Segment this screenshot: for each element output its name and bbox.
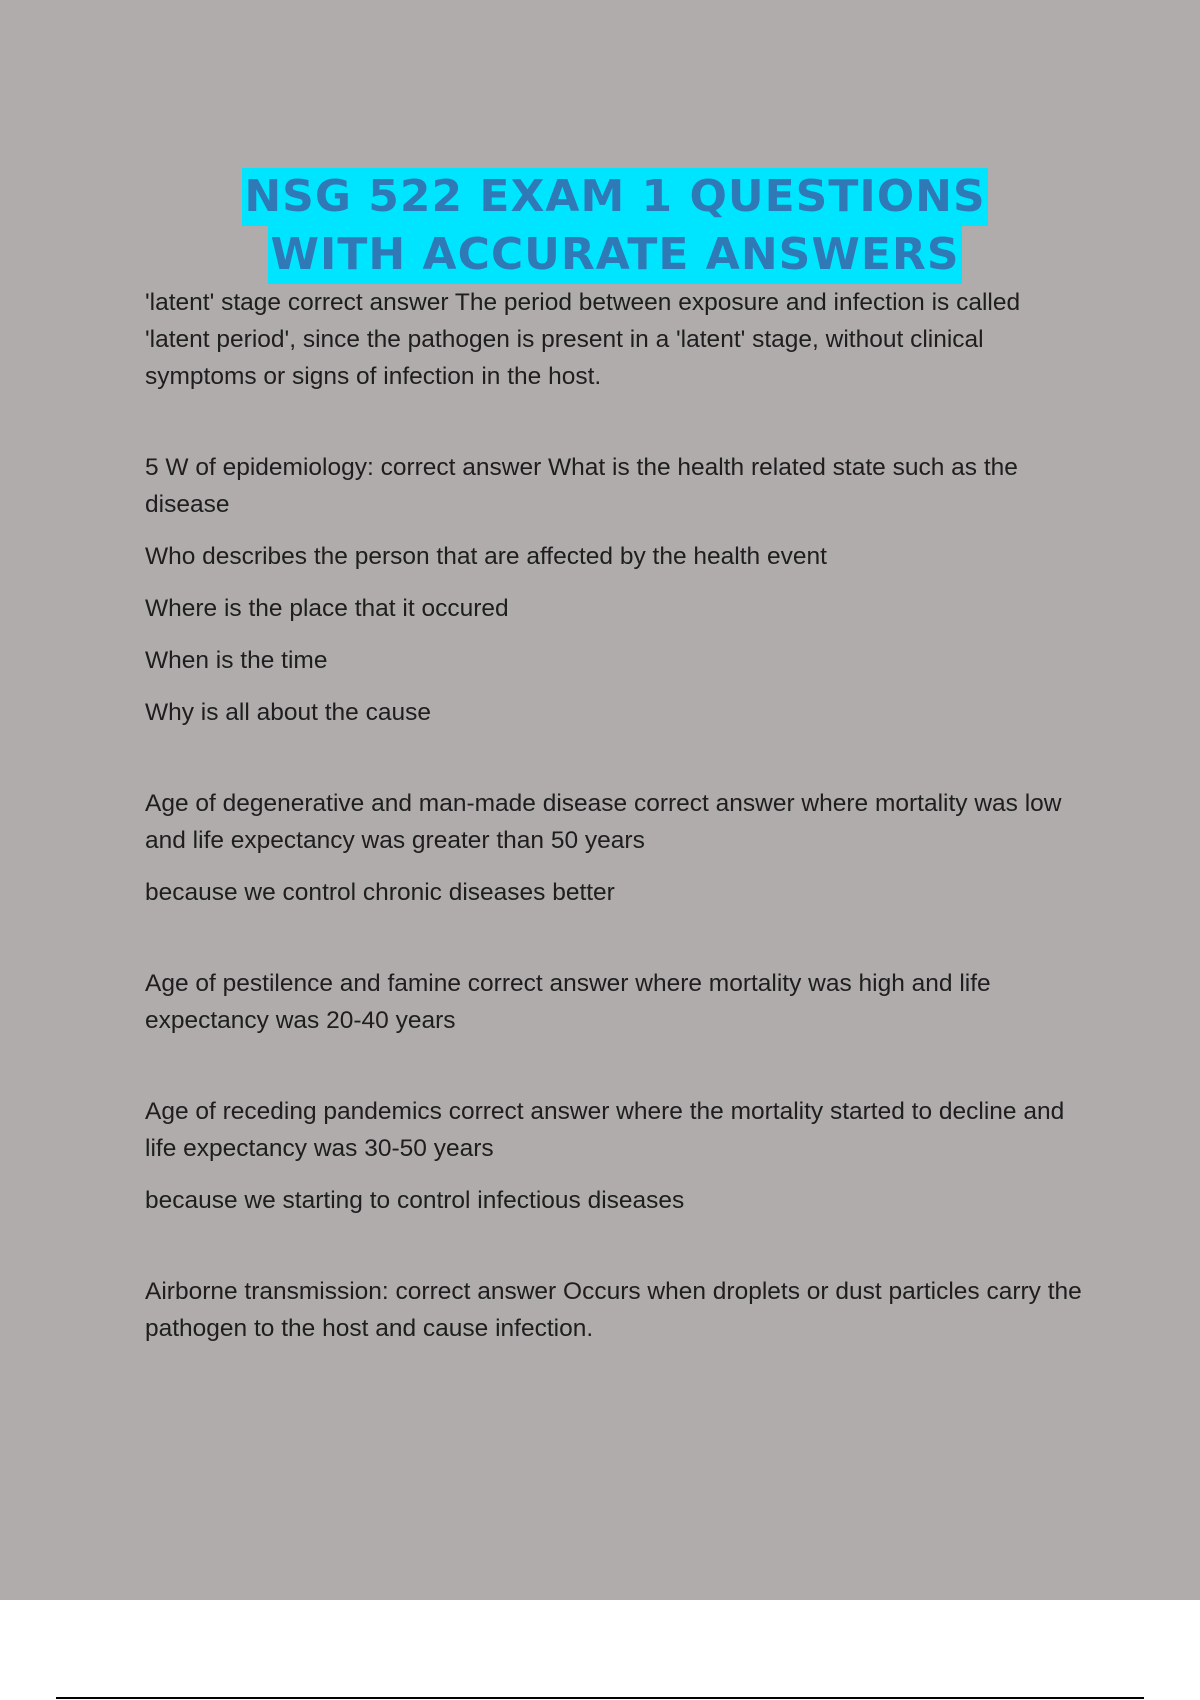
entry-paragraph: Age of degenerative and man-made disease correct answer where mortality was low and life expectancy was greater than 50 years <box>145 790 1062 854</box>
title-line-2: WITH ACCURATE ANSWERS <box>268 226 961 284</box>
entry-paragraph: Age of receding pandemics correct answer where the mortality started to decline and life expectancy was 30-50 years <box>145 1098 1065 1162</box>
title-line-1: NSG 522 EXAM 1 QUESTIONS <box>242 168 987 226</box>
entry-paragraph: Age of pestilence and famine correct answer where mortality was high and life expectancy was 20-40 years <box>145 970 991 1034</box>
footer-divider <box>56 1697 1144 1699</box>
qa-entry-pestilence-famine <box>145 965 1085 1039</box>
entry-paragraph: Airborne transmission: correct answer Occurs when droplets or dust particles carry the pathogen to the host and cause infection. <box>145 1278 1082 1342</box>
qa-entry-latent-stage <box>145 284 1085 395</box>
qa-entry-5w-epidemiology <box>145 449 1085 731</box>
qa-entry-degenerative-disease <box>145 785 1085 911</box>
entry-paragraph: Who describes the person that are affected by the health event <box>145 543 827 570</box>
entry-paragraph: because we control chronic diseases better <box>145 879 615 906</box>
entry-paragraph: Why is all about the cause <box>145 699 431 726</box>
document-title <box>145 168 1085 284</box>
entry-paragraph: 5 W of epidemiology: correct answer What is the health related state such as the disease <box>145 454 1018 518</box>
entry-paragraph: Where is the place that it occured <box>145 595 509 622</box>
document-content <box>145 168 1085 1362</box>
qa-entry-receding-pandemics <box>145 1093 1085 1219</box>
entry-paragraph: When is the time <box>145 647 328 674</box>
entry-paragraph: 'latent' stage correct answer The period between exposure and infection is called 'latent period', since the pathogen is present in a 'latent' stage, without clinical symptoms or signs of infection in the host. <box>145 289 1021 390</box>
entry-paragraph: because we starting to control infectious diseases <box>145 1187 685 1214</box>
qa-entry-airborne-transmission <box>145 1273 1085 1347</box>
